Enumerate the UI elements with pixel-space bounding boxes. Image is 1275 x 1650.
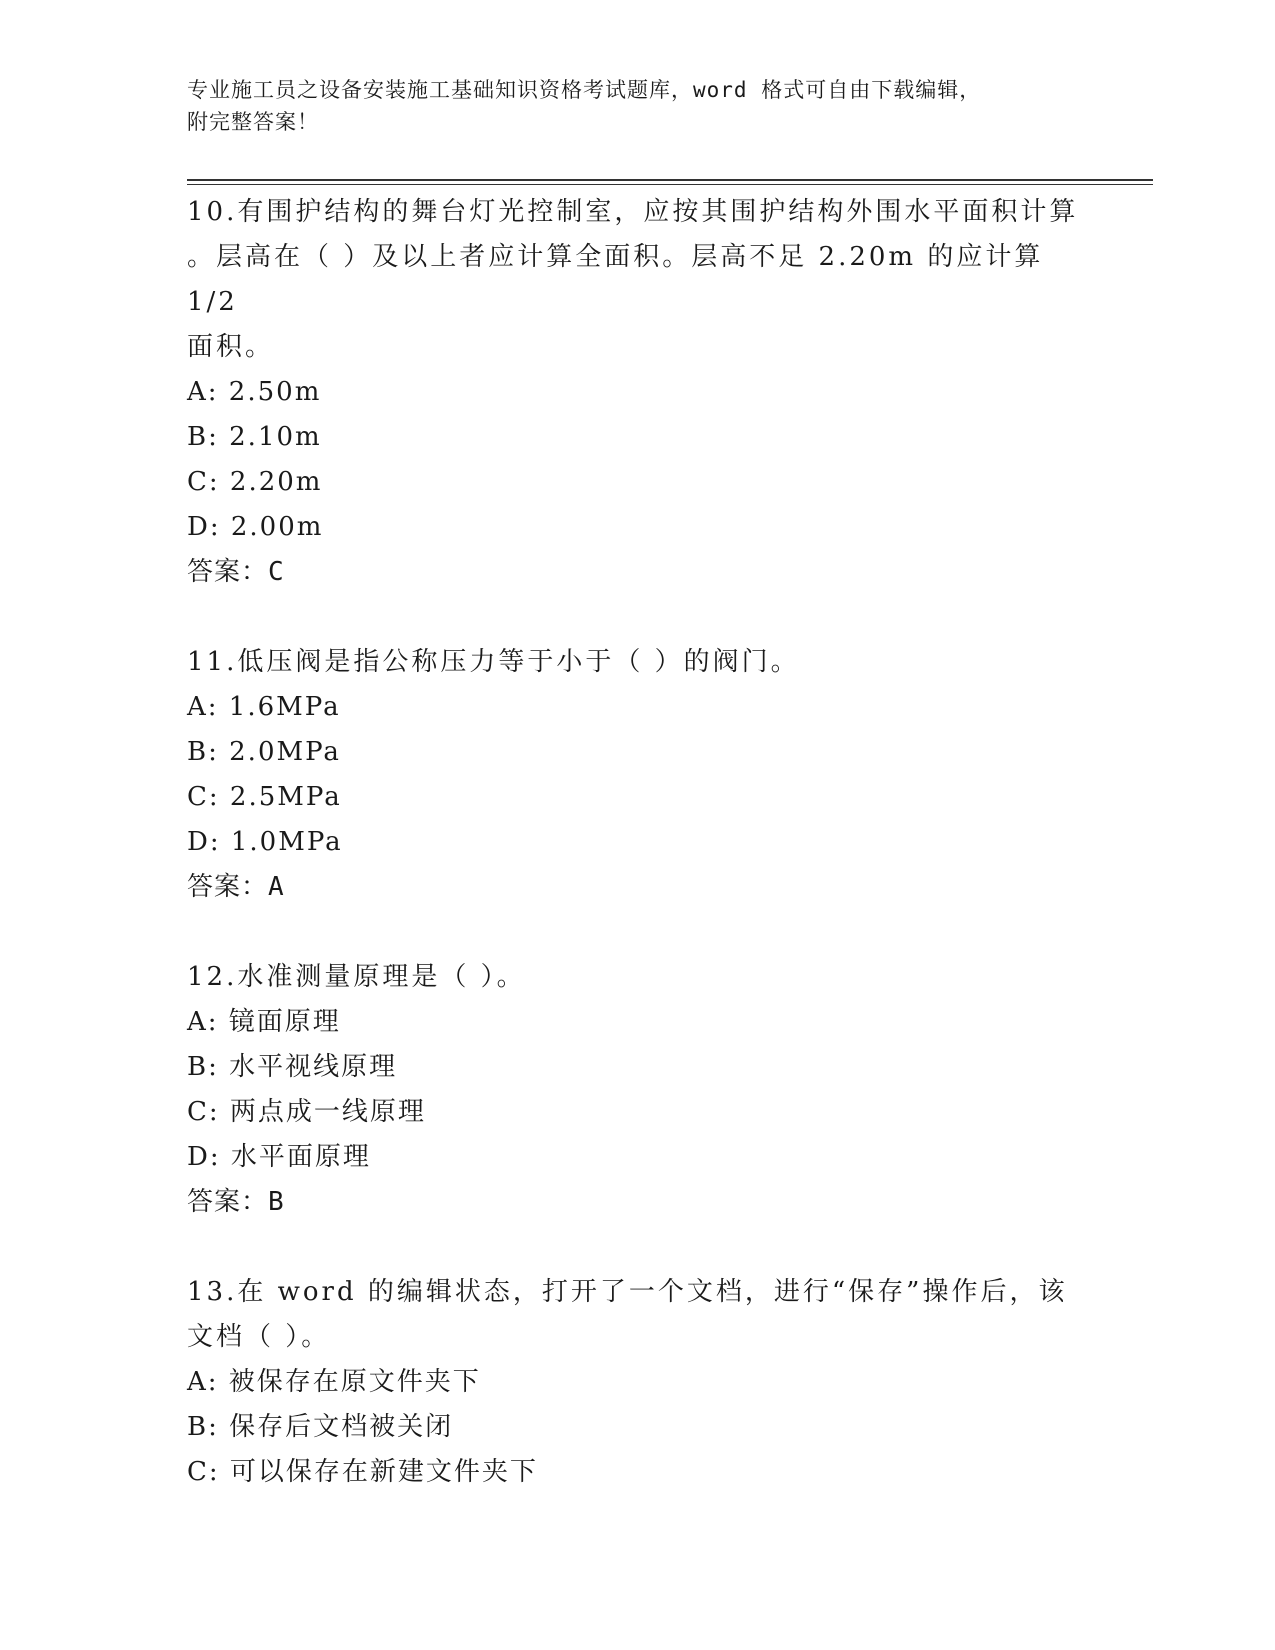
question-stem-line: 10.有围护结构的舞台灯光控制室，应按其围护结构外围水平面积计算 [187,197,1079,227]
question-stem-line: 12.水准测量原理是（ ）。 [187,962,526,992]
answer-line: 答案：C [187,557,285,587]
option-c: C: 两点成一线原理 [187,1097,426,1127]
option-a: A: 2.50m [187,377,322,407]
question-stem-line: 面积。 [187,332,275,362]
answer-line: 答案：B [187,1187,285,1217]
question-12 [187,955,1087,1225]
question-list [187,190,1087,1495]
question-stem-line: 13.在 word 的编辑状态，打开了一个文档，进行“保存”操作后，该 [187,1277,1068,1307]
header-divider-thick [187,179,1153,181]
option-c: C: 可以保存在新建文件夹下 [187,1457,538,1487]
option-b: B: 保存后文档被关闭 [187,1412,454,1442]
question-11 [187,640,1087,910]
option-a: A: 镜面原理 [187,1007,341,1037]
question-stem-line: 文档（ ）。 [187,1322,331,1352]
option-d: D: 1.0MPa [187,827,343,857]
answer-line: 答案：A [187,872,285,902]
header-line-2: 附完整答案！ [187,110,319,134]
option-a: A: 1.6MPa [187,692,341,722]
question-13 [187,1270,1087,1495]
question-stem-line: 11.低压阀是指公称压力等于小于（ ）的阀门。 [187,647,800,677]
option-a: A: 被保存在原文件夹下 [187,1367,481,1397]
option-b: B: 2.10m [187,422,322,452]
document-header [187,74,1087,138]
option-d: D: 2.00m [187,512,324,542]
header-divider-thin [187,184,1153,185]
option-c: C: 2.5MPa [187,782,342,812]
question-10 [187,190,1087,595]
option-d: D: 水平面原理 [187,1142,371,1172]
question-stem-line: 。层高在（ ）及以上者应计算全面积。层高不足 2.20m 的应计算 1/2 [187,242,1044,317]
option-b: B: 2.0MPa [187,737,341,767]
option-c: C: 2.20m [187,467,323,497]
header-line-1: 专业施工员之设备安装施工基础知识资格考试题库，word 格式可自由下载编辑， [187,78,982,102]
option-b: B: 水平视线原理 [187,1052,398,1082]
